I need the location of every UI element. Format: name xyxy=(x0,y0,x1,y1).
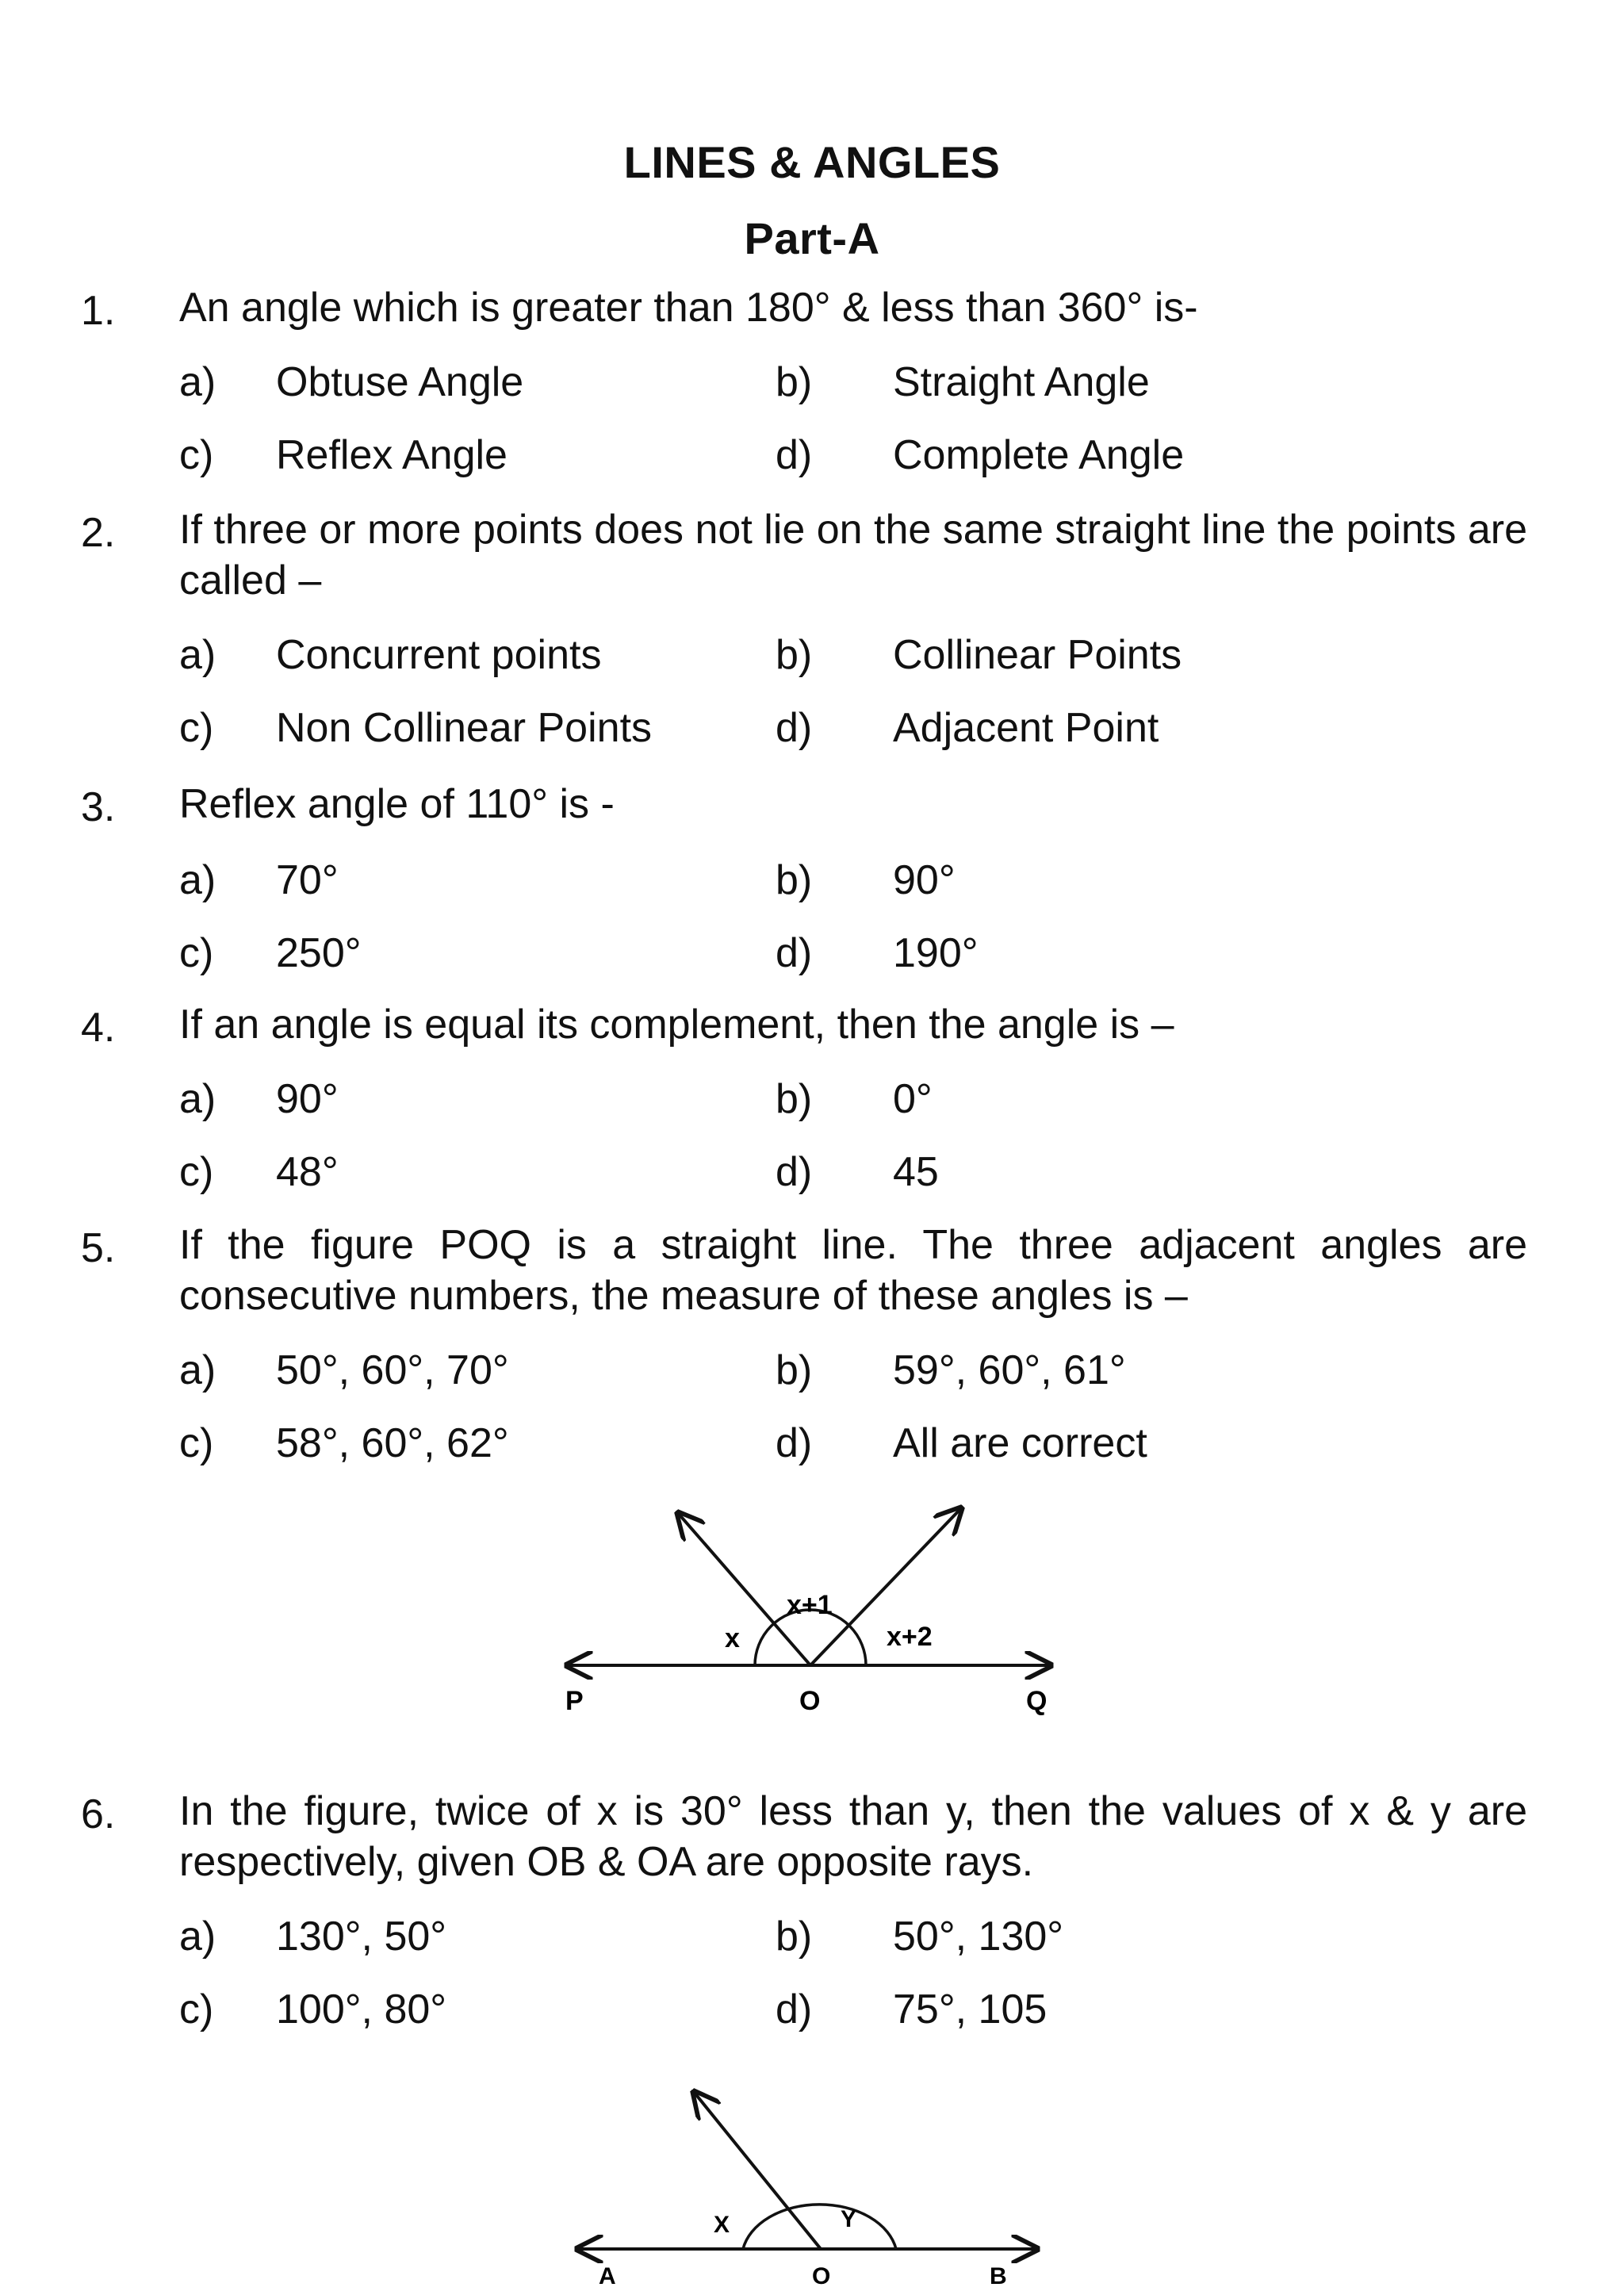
option-letter: b) xyxy=(776,857,813,903)
option-letter: b) xyxy=(776,1347,813,1393)
option-text: 90° xyxy=(893,857,956,903)
option-text: 48° xyxy=(276,1149,339,1195)
part-heading: Part-A xyxy=(744,213,880,263)
option-letter: c) xyxy=(179,1420,214,1466)
option-text: 0° xyxy=(893,1076,933,1122)
option-letter: a) xyxy=(179,1914,216,1960)
option-text: 50°, 130° xyxy=(893,1914,1064,1960)
question-text: If three or more points does not lie on the same straight line the points are called – xyxy=(179,507,1527,603)
option-text: Adjacent Point xyxy=(893,705,1159,751)
label-x-plus-2: x+2 xyxy=(887,1622,933,1652)
question-number: 1. xyxy=(81,288,116,334)
page-title: LINES & ANGLES xyxy=(623,137,1001,187)
option-text: 100°, 80° xyxy=(276,1986,447,2032)
label-x: X xyxy=(714,2212,730,2238)
option-letter: d) xyxy=(776,432,813,478)
label-o: O xyxy=(812,2263,831,2289)
question-number: 5. xyxy=(81,1225,116,1271)
option-text: Concurrent points xyxy=(276,632,602,678)
option-text: All are correct xyxy=(893,1420,1147,1466)
question-text: An angle which is greater than 180° & less than 360° is- xyxy=(179,285,1198,331)
label-b: B xyxy=(990,2263,1007,2289)
option-letter: a) xyxy=(179,1076,216,1122)
option-letter: b) xyxy=(776,632,813,678)
question-number: 4. xyxy=(81,1005,116,1051)
option-letter: c) xyxy=(179,1986,214,2032)
question-number: 6. xyxy=(81,1791,116,1837)
option-text: 90° xyxy=(276,1076,339,1122)
option-text: Obtuse Angle xyxy=(276,359,524,405)
option-letter: c) xyxy=(179,432,214,478)
option-letter: b) xyxy=(776,359,813,405)
option-letter: c) xyxy=(179,705,214,751)
option-text: Non Collinear Points xyxy=(276,705,653,751)
option-text: 75°, 105 xyxy=(893,1986,1048,2032)
option-text: 70° xyxy=(276,857,339,903)
option-text: Reflex Angle xyxy=(276,432,508,478)
option-letter: c) xyxy=(179,1149,214,1195)
label-x: x xyxy=(725,1623,740,1653)
question-text: In the figure, twice of x is 30° less than y, then the values of x & y are respectively, given OB & OA are opposite rays. xyxy=(179,1788,1527,1885)
option-text: Collinear Points xyxy=(893,632,1182,678)
option-letter: a) xyxy=(179,1347,216,1393)
option-letter: d) xyxy=(776,930,813,976)
question-text: Reflex angle of 110° is - xyxy=(179,781,615,827)
option-text: 45 xyxy=(893,1149,939,1195)
option-text: Straight Angle xyxy=(893,359,1150,405)
option-letter: b) xyxy=(776,1076,813,1122)
label-x-plus-1: x+1 xyxy=(787,1590,833,1620)
label-p: P xyxy=(565,1686,584,1716)
option-letter: d) xyxy=(776,1149,813,1195)
option-text: 58°, 60°, 62° xyxy=(276,1420,509,1466)
option-letter: d) xyxy=(776,1986,813,2032)
question-text: If an angle is equal its complement, then the angle is – xyxy=(179,1002,1174,1048)
question-text: If the figure POQ is a straight line. The three adjacent angles are consecutive numbers, the measure of these angles is – xyxy=(179,1222,1527,1319)
label-y: Y xyxy=(841,2206,857,2232)
option-text: 250° xyxy=(276,930,362,976)
angle-arc xyxy=(743,2205,896,2249)
label-o: O xyxy=(799,1686,821,1716)
option-text: 190° xyxy=(893,930,979,976)
option-letter: a) xyxy=(179,632,216,678)
option-text: 130°, 50° xyxy=(276,1914,447,1960)
question-number: 3. xyxy=(81,784,116,830)
question-number: 2. xyxy=(81,510,116,556)
option-letter: c) xyxy=(179,930,214,976)
label-a: A xyxy=(599,2263,616,2289)
option-text: 50°, 60°, 70° xyxy=(276,1347,509,1393)
option-letter: b) xyxy=(776,1914,813,1960)
label-q: Q xyxy=(1026,1686,1048,1716)
option-letter: d) xyxy=(776,1420,813,1466)
option-letter: a) xyxy=(179,359,216,405)
option-letter: a) xyxy=(179,857,216,903)
option-letter: d) xyxy=(776,705,813,751)
option-text: Complete Angle xyxy=(893,432,1185,478)
option-text: 59°, 60°, 61° xyxy=(893,1347,1126,1393)
